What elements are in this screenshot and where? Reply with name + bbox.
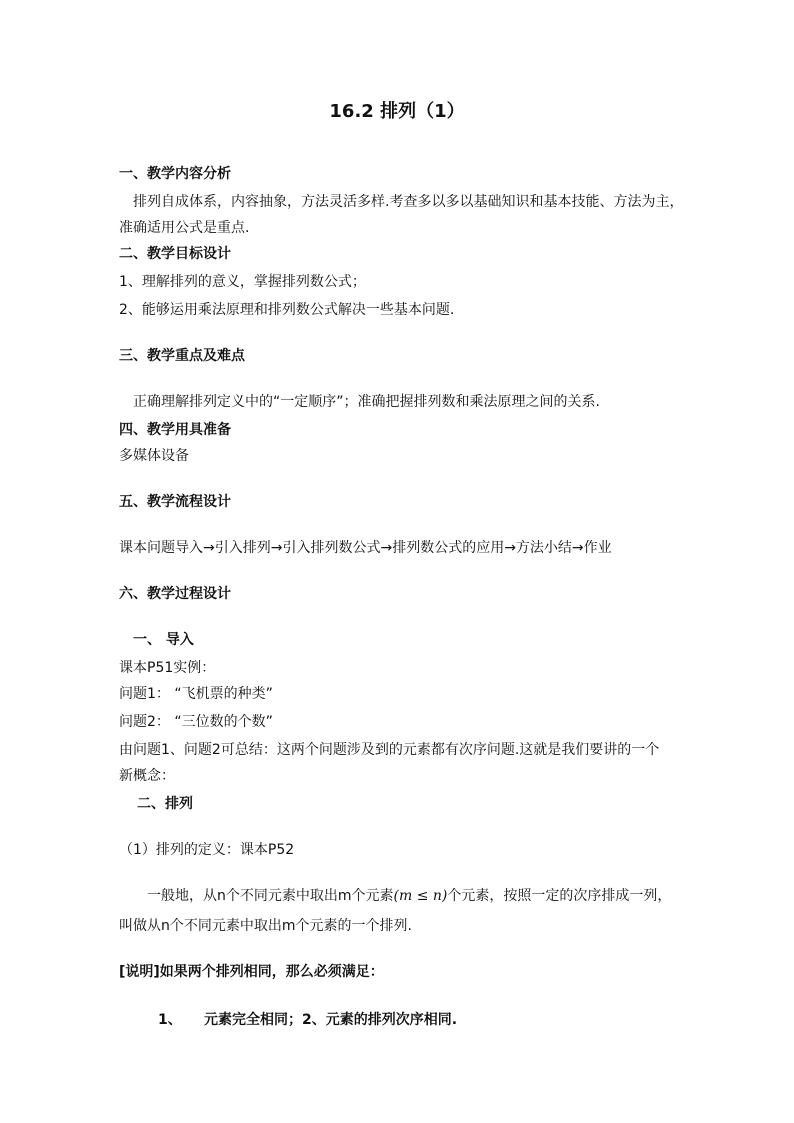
definition-text-part-1: 一般地，从n个不同元素中取出m个元素 xyxy=(147,888,394,904)
condition-number: 1、 xyxy=(158,1012,182,1028)
process-heading-intro: 一、 导入 xyxy=(133,632,194,648)
key-points-text: 正确理解排列定义中的“一定顺序”；准确把握排列数和乘法原理之间的关系. xyxy=(133,394,600,410)
intro-question-1: 问题1： “飞机票的种类” xyxy=(119,686,273,702)
definition-text-part-2: 个元素，按照一定的次序排成一列， xyxy=(447,888,672,904)
section-heading-tools: 四、教学用具准备 xyxy=(119,422,231,438)
section-heading-key-points: 三、教学重点及难点 xyxy=(119,348,245,364)
definition-line-2: 叫做从n个不同元素中取出m个元素的一个排列. xyxy=(119,918,412,934)
flow-text: 课本问题导入→引入排列→引入排列数公式→排列数公式的应用→方法小结→作业 xyxy=(119,540,612,556)
intro-summary-line-2: 新概念： xyxy=(119,768,175,784)
note-text: [说明]如果两个排列相同，那么必须满足： xyxy=(119,964,384,980)
process-heading-permutation: 二、排列 xyxy=(137,796,193,812)
section-heading-content-analysis: 一、教学内容分析 xyxy=(119,166,231,182)
section-heading-objectives: 二、教学目标设计 xyxy=(119,246,231,262)
section-heading-process: 六、教学过程设计 xyxy=(119,586,231,602)
section-heading-flow: 五、教学流程设计 xyxy=(119,494,231,510)
objective-item-1: 1、理解排列的意义，掌握排列数公式； xyxy=(119,274,366,290)
tools-text: 多媒体设备 xyxy=(119,448,189,464)
intro-question-2: 问题2： “三位数的个数” xyxy=(119,714,273,730)
intro-summary-line-1: 由问题1、问题2可总结：这两个问题涉及到的元素都有次序问题.这就是我们要讲的一个 xyxy=(119,742,660,758)
intro-example-line: 课本P51实例： xyxy=(119,660,216,676)
content-analysis-line-2: 准确适用公式是重点. xyxy=(119,220,250,236)
objective-item-2: 2、能够运用乘法原理和排列数公式解决一些基本问题. xyxy=(119,302,455,318)
definition-math-condition: (m ≤ n) xyxy=(393,888,448,904)
page-title: 16.2 排列（1） xyxy=(329,101,465,122)
condition-text: 元素完全相同；2、元素的排列次序相同. xyxy=(204,1012,458,1028)
definition-line-1 xyxy=(147,886,671,906)
content-analysis-line-1: 排列自成体系，内容抽象，方法灵活多样.考查多以多以基础知识和基本技能、方法为主， xyxy=(133,194,684,210)
definition-label: （1）排列的定义：课本P52 xyxy=(119,842,295,858)
